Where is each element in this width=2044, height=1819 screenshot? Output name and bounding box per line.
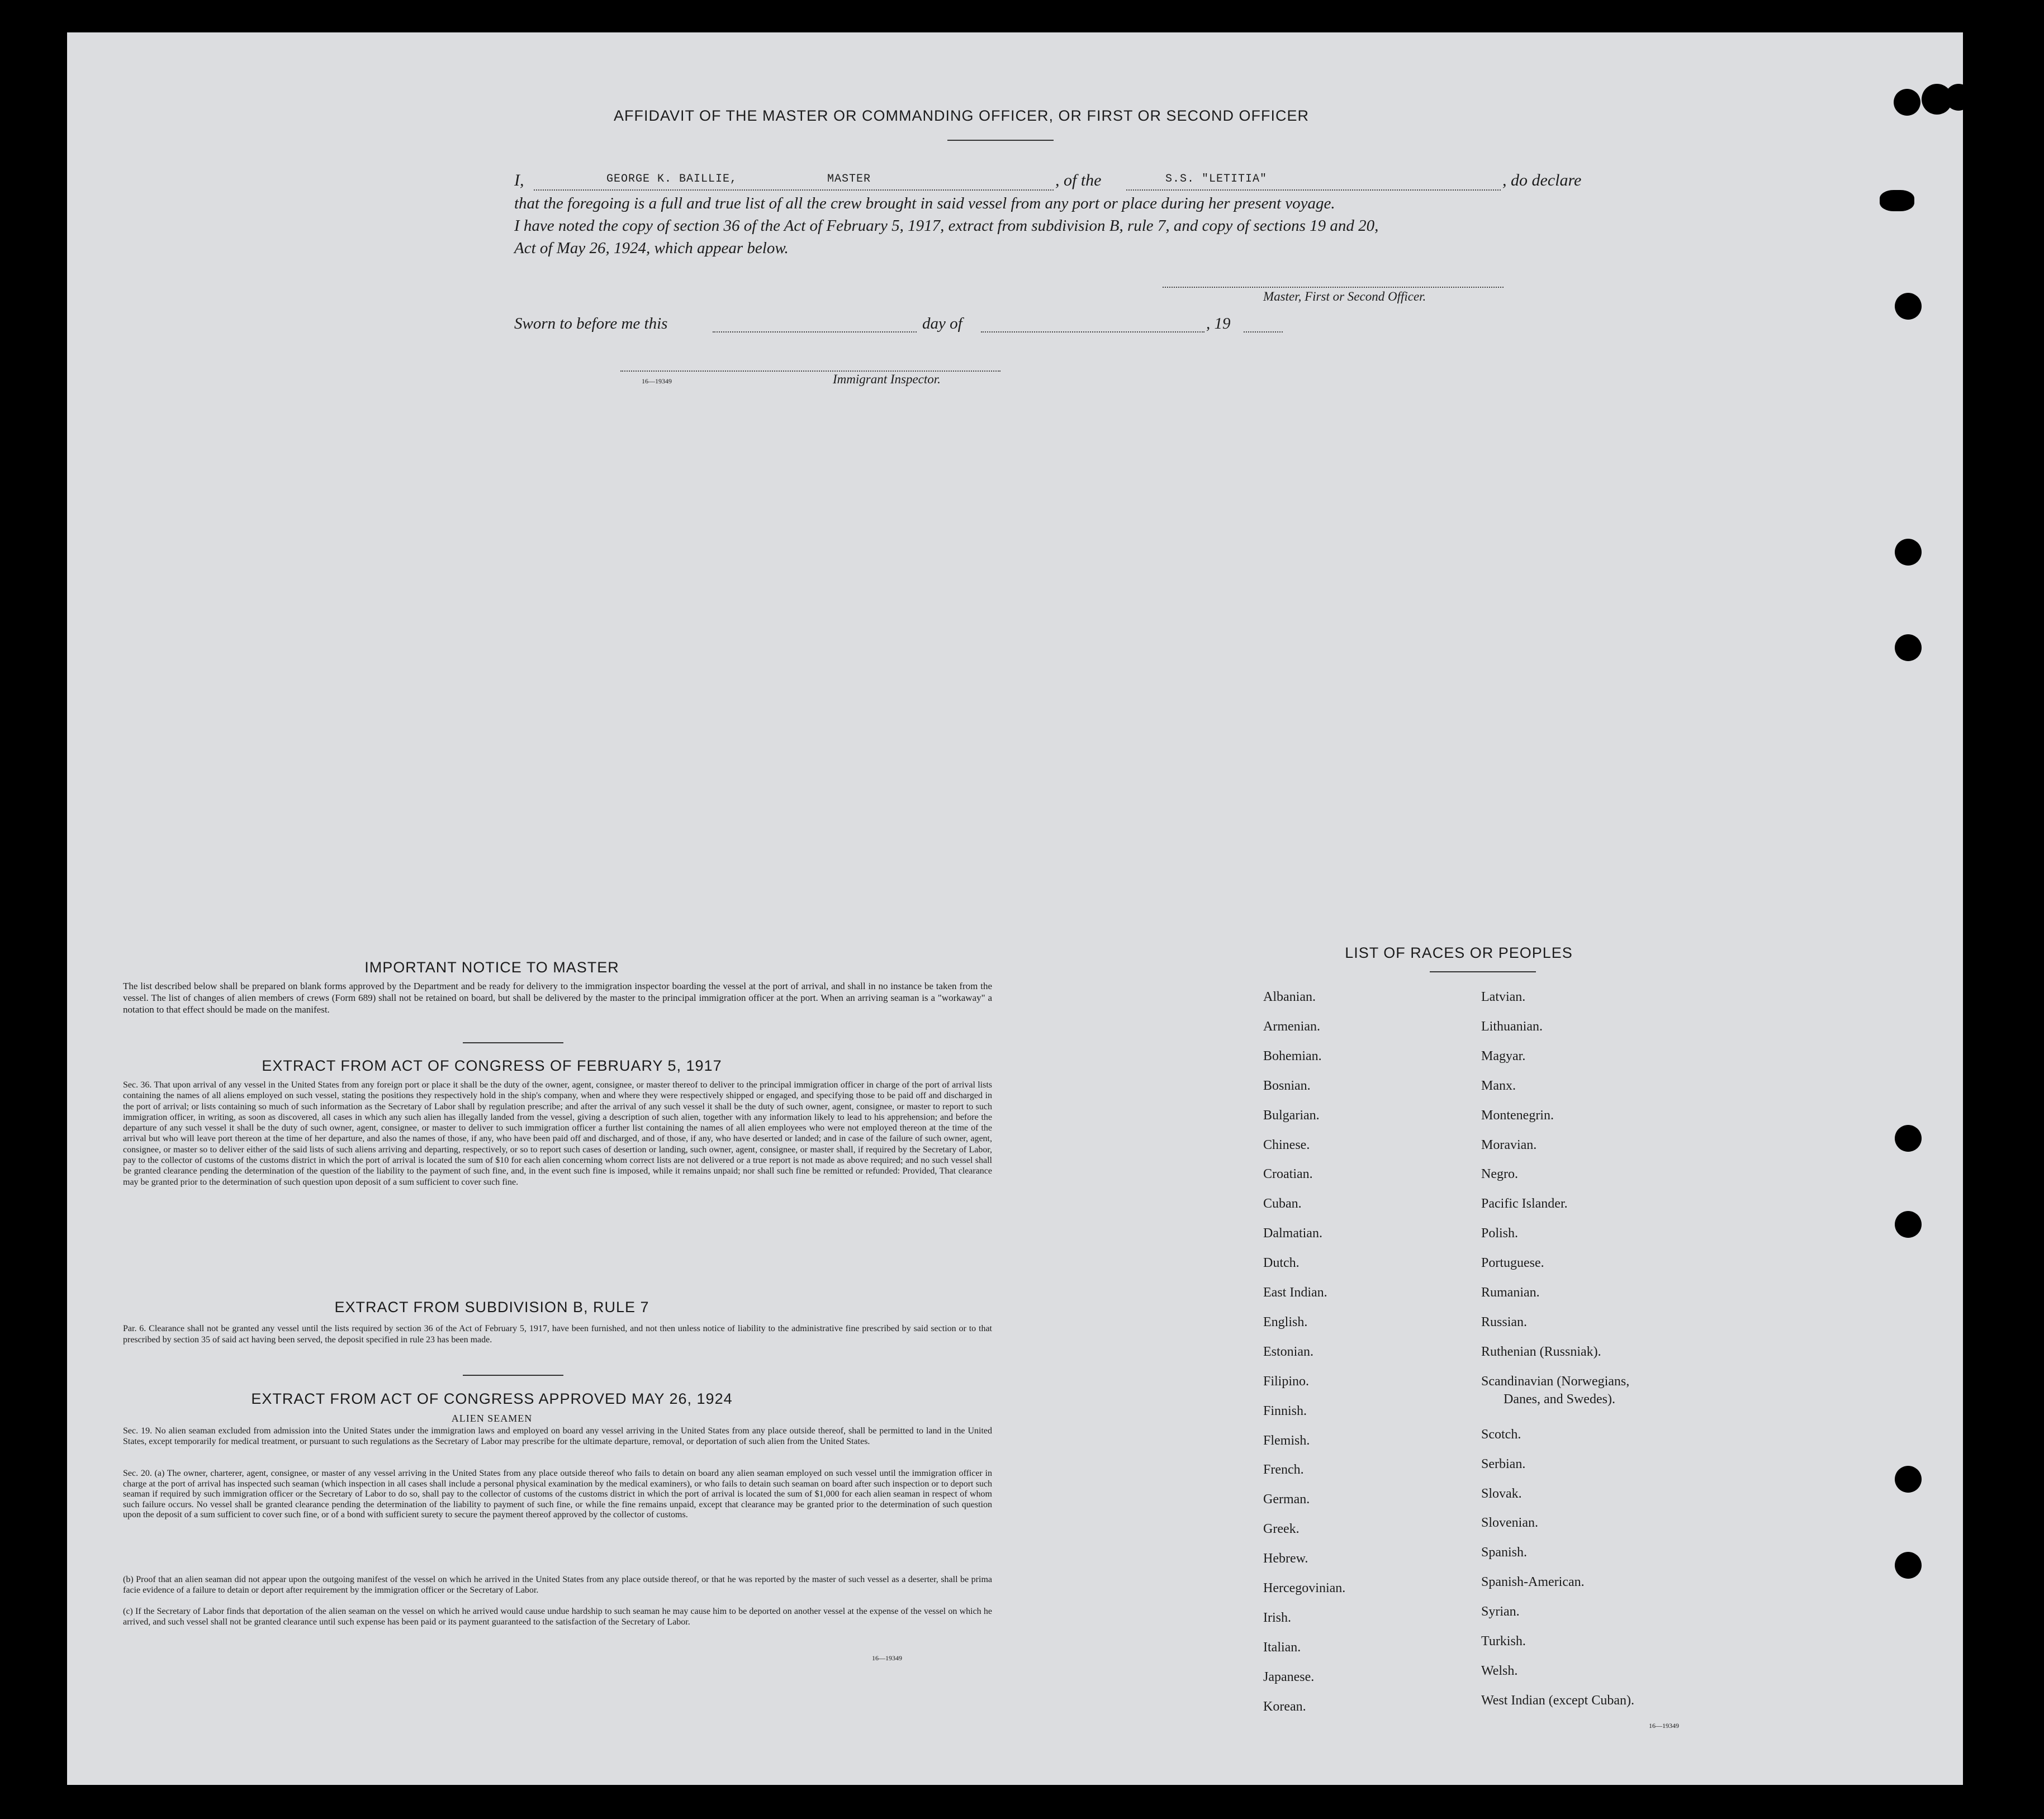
race-item: Moravian.	[1481, 1137, 1537, 1152]
notice-title: IMPORTANT NOTICE TO MASTER	[364, 959, 619, 976]
race-item: Greek.	[1263, 1522, 1300, 1537]
rule7-rule	[463, 1375, 563, 1376]
race-item: Spanish.	[1481, 1545, 1528, 1560]
punch-hole	[1894, 89, 1920, 116]
affidavit-line1	[67, 171, 1963, 193]
race-item: West Indian (except Cuban).	[1481, 1693, 1634, 1708]
race-item: Filipino.	[1263, 1374, 1310, 1389]
race-item: English.	[1263, 1314, 1308, 1329]
sec-19-body: Sec. 19. No alien seaman excluded from admission into the United States under the immigration laws and employed on board any vessel arriving in the United States from any place outside thereof, shall be permitted to land in the United States, except temporarily for medical treatment, or pursuant to such regulations as the Secretary of Labor may prescribe for the ultimate departure, removal, or deportation of such alien from the United States.	[123, 1426, 992, 1446]
race-item: Finnish.	[1263, 1403, 1307, 1418]
race-item: Latvian.	[1481, 990, 1526, 1004]
race-item: Cuban.	[1263, 1196, 1302, 1212]
master-rank-field: MASTER	[827, 173, 871, 186]
punch-hole	[1895, 1552, 1922, 1579]
of-the-label: , of the	[1055, 171, 1102, 189]
punch-hole	[1895, 634, 1922, 661]
races-title: LIST OF RACES OR PEOPLES	[1345, 944, 1573, 961]
race-item: Serbian.	[1481, 1456, 1526, 1471]
sec-20b-body: (b) Proof that an alien seaman did not appear upon the outgoing manifest of the vessel on which he arrived in the United States from any place outside thereof, or that he was reported by the master of such vessel as a deserter, shall be prima facie evidence of a failure to detain or deport after requirement by the immigration officer or the Secretary of Labor.	[123, 1575, 992, 1595]
race-item: Korean.	[1263, 1699, 1306, 1714]
notice-rule	[463, 1042, 563, 1043]
inspector-signature-line	[620, 371, 1000, 372]
race-item: Estonian.	[1263, 1344, 1313, 1359]
sworn-line	[67, 315, 1963, 337]
races-form-number: 16—19349	[1649, 1722, 1679, 1730]
master-signature-caption: Master, First or Second Officer.	[1263, 289, 1426, 303]
affidavit-line4: Act of May 26, 1924, which appear below.	[514, 239, 789, 257]
punch-hole	[1945, 84, 1972, 111]
extract-1917-body: Sec. 36. That upon arrival of any vessel in the United States from any foreign port or place it shall be the duty of the owner, agent, consignee, or master thereof to deliver to the principal immigration officer in charge of the port of arrival lists containing the names of all aliens employed on such vessel, stating the positions they respectively hold in the ship's company, when and where they were respectively shipped or engaged, and specifying those to be paid off and discharged in the port of arrival; or lists containing so much of such information as the Secretary of Labor shall by regulation prescribe; and after the arrival of any such vessel it shall be the duty of such owner, agent, consignee, or master to report to such immigration officer, in writing, as soon as discovered, all cases in which any such alien has illegally landed from the vessel, giving a description of such alien, together with any information likely to lead to his apprehension; and before the departure of any such vessel it shall be the duty of such owner, agent, consignee, or master to deliver to such immigration officer a further list containing the names of all alien employees who were not employed thereon at the time of the arrival but who will leave port thereon at the time of her departure, and also the names of those, if any, who have been paid off and discharged, and of those, if any, who have deserted or landed; and in case of the failure of such owner, agent, consignee, or master so to deliver either of the said lists of such aliens arriving and departing, respectively, or so to report such cases of desertion or landing, such owner, agent, consignee, or master shall, if required by the Secretary of Labor, pay to the collector of customs of the customs district in which the port of arrival is located the sum of $10 for each alien concerning whom correct lists are not delivered or a true report is not made as above required; and no such vessel shall be granted clearance pending the determination of the question of the liability to the payment of such fine, and, in the event such fine is imposed, while it remains unpaid; nor shall such fine be remitted or refunded: Provided, That clearance may be granted prior to the determination of such question upon deposit of a sum sufficient to cover such fine.	[123, 1080, 992, 1187]
race-item: Irish.	[1263, 1610, 1291, 1625]
race-item: Magyar.	[1481, 1048, 1526, 1063]
race-item: Manx.	[1481, 1078, 1516, 1093]
race-item: French.	[1263, 1462, 1304, 1478]
race-item: Albanian.	[1263, 990, 1316, 1004]
rule7-title: EXTRACT FROM SUBDIVISION B, RULE 7	[334, 1299, 649, 1315]
inspector-caption: Immigrant Inspector.	[833, 372, 941, 386]
sec-20a-body: Sec. 20. (a) The owner, charterer, agent, consignee, or master of any vessel arriving in the United States from any place outside thereof who fails to detain on board any alien seaman employed on such vessel until the immigration officer in charge at the port of arrival has inspected such seaman (which inspection in all cases shall include a personal physical examination by the medical examiners), or who fails to detain such seaman on board after such inspection or to deport such seaman if required by such immigration officer or the Secretary of Labor to do so, shall pay to the collector of customs of the customs district in which the port of arrival is located the sum of $1,000 for each alien seaman in respect of whom such failure occurs. No vessel shall be granted clearance pending the determination of the liability to payment of such fine, or while the fine remains unpaid, except that clearance may be granted prior to the determination of such question upon the deposit of a sum sufficient to cover such fine, or of a bond with sufficient surety to secure the payment thereof approved by the collector of customs.	[123, 1469, 992, 1519]
sworn-day-line	[713, 331, 917, 333]
race-item: Scotch.	[1481, 1427, 1521, 1442]
race-item: Hebrew.	[1263, 1551, 1308, 1566]
day-of-label: day of	[922, 315, 962, 333]
master-name-line	[534, 189, 1054, 191]
race-item: Portuguese.	[1481, 1256, 1544, 1271]
affidavit-form-number: 16—19349	[642, 377, 672, 385]
race-item: Scandinavian (Norwegians,	[1481, 1374, 1630, 1389]
race-item: Japanese.	[1263, 1669, 1315, 1684]
race-item: Turkish.	[1481, 1634, 1526, 1649]
notice-body: The list described below shall be prepared on blank forms approved by the Department and be ready for delivery to the immigration inspector boarding the vessel at the port of arrival, and shall in no instance be taken from the vessel. The list of changes of alien members of crews (Form 689) shall not be retained on board, but shall be delivered by the master to the principal immigration officer at the port. When an arriving seaman is a "workaway" a notation to that effect should be made on the manifest.	[123, 981, 992, 1015]
race-item: Slovak.	[1481, 1486, 1522, 1501]
race-item: Lithuanian.	[1481, 1019, 1543, 1034]
punch-hole	[1895, 1125, 1922, 1152]
extract-form-number: 16—19349	[872, 1654, 902, 1662]
race-item: Slovenian.	[1481, 1516, 1538, 1531]
race-item: Rumanian.	[1481, 1285, 1540, 1300]
race-item: Armenian.	[1263, 1019, 1320, 1034]
rule7-body: Par. 6. Clearance shall not be granted any vessel until the lists required by section 36 of the Act of February 5, 1917, have been furnished, and not then unless notice of liability to the administrative fine prescribed by said section or to that prescribed by section 35 of said act having been served, the deposit specified in rule 23 has been made.	[123, 1324, 992, 1345]
race-item: Danes, and Swedes).	[1504, 1391, 1615, 1407]
sworn-label: Sworn to before me this	[514, 315, 668, 333]
race-item: Spanish-American.	[1481, 1575, 1585, 1590]
race-item: Hercegovinian.	[1263, 1581, 1346, 1595]
affidavit-prefix: I,	[514, 171, 524, 189]
race-item: Negro.	[1481, 1167, 1518, 1182]
vessel-name-field: S.S. "LETITIA"	[1165, 173, 1268, 186]
race-item: Dalmatian.	[1263, 1226, 1322, 1241]
race-item: Bohemian.	[1263, 1048, 1322, 1063]
race-item: Bulgarian.	[1263, 1108, 1320, 1123]
punch-hole	[1895, 293, 1922, 320]
race-item: Ruthenian (Russniak).	[1481, 1344, 1601, 1359]
race-item: Dutch.	[1263, 1256, 1300, 1271]
races-title-rule	[1430, 971, 1536, 972]
race-item: Welsh.	[1481, 1663, 1518, 1678]
affidavit-line2: that the foregoing is a full and true list of all the crew brought in said vessel from any port or place during her present voyage.	[514, 194, 1335, 212]
affidavit-title: AFFIDAVIT OF THE MASTER OR COMMANDING OFFICER, OR FIRST OR SECOND OFFICER	[613, 107, 1310, 124]
master-signature-line	[1163, 287, 1504, 288]
year-label: , 19	[1206, 315, 1231, 333]
document-page	[67, 32, 1963, 1785]
race-item: Croatian.	[1263, 1167, 1313, 1182]
sworn-month-line	[981, 331, 1204, 333]
vessel-name-line	[1126, 189, 1501, 191]
affidavit-title-rule	[947, 140, 1054, 141]
affidavit-line3: I have noted the copy of section 36 of the Act of February 5, 1917, extract from subdivision B, rule 7, and copy of sections 19 and 20,	[514, 217, 1379, 235]
race-item: Montenegrin.	[1481, 1108, 1554, 1123]
extract-1924-title: EXTRACT FROM ACT OF CONGRESS APPROVED MAY 26, 1924	[251, 1390, 733, 1407]
punch-hole	[1895, 539, 1922, 566]
alien-seamen-subtitle: ALIEN SEAMEN	[451, 1413, 533, 1424]
extract-1917-title: EXTRACT FROM ACT OF CONGRESS OF FEBRUARY 5, 1917	[262, 1057, 722, 1074]
punch-hole	[1895, 1466, 1922, 1493]
do-declare-label: , do declare	[1502, 171, 1582, 189]
race-item: Pacific Islander.	[1481, 1196, 1568, 1212]
race-item: Bosnian.	[1263, 1078, 1311, 1093]
race-item: East Indian.	[1263, 1285, 1327, 1300]
sworn-year-line	[1244, 331, 1283, 333]
race-item: Flemish.	[1263, 1433, 1310, 1448]
punch-hole	[1880, 190, 1914, 211]
race-item: Italian.	[1263, 1640, 1301, 1655]
race-item: German.	[1263, 1492, 1310, 1507]
race-item: Russian.	[1481, 1314, 1528, 1329]
punch-hole	[1895, 1211, 1922, 1238]
race-item: Polish.	[1481, 1226, 1519, 1241]
master-name-field: GEORGE K. BAILLIE,	[606, 173, 738, 186]
race-item: Syrian.	[1481, 1604, 1520, 1619]
sec-20c-body: (c) If the Secretary of Labor finds that deportation of the alien seaman on the vessel on which he arrived would cause undue hardship to such seaman he may cause him to be deported on another vessel at the expense of the vessel on which he arrived, and such vessel shall not be granted clearance until such expense has been paid or its payment guaranteed to the satisfaction of the Secretary of Labor.	[123, 1607, 992, 1627]
race-item: Chinese.	[1263, 1137, 1310, 1152]
